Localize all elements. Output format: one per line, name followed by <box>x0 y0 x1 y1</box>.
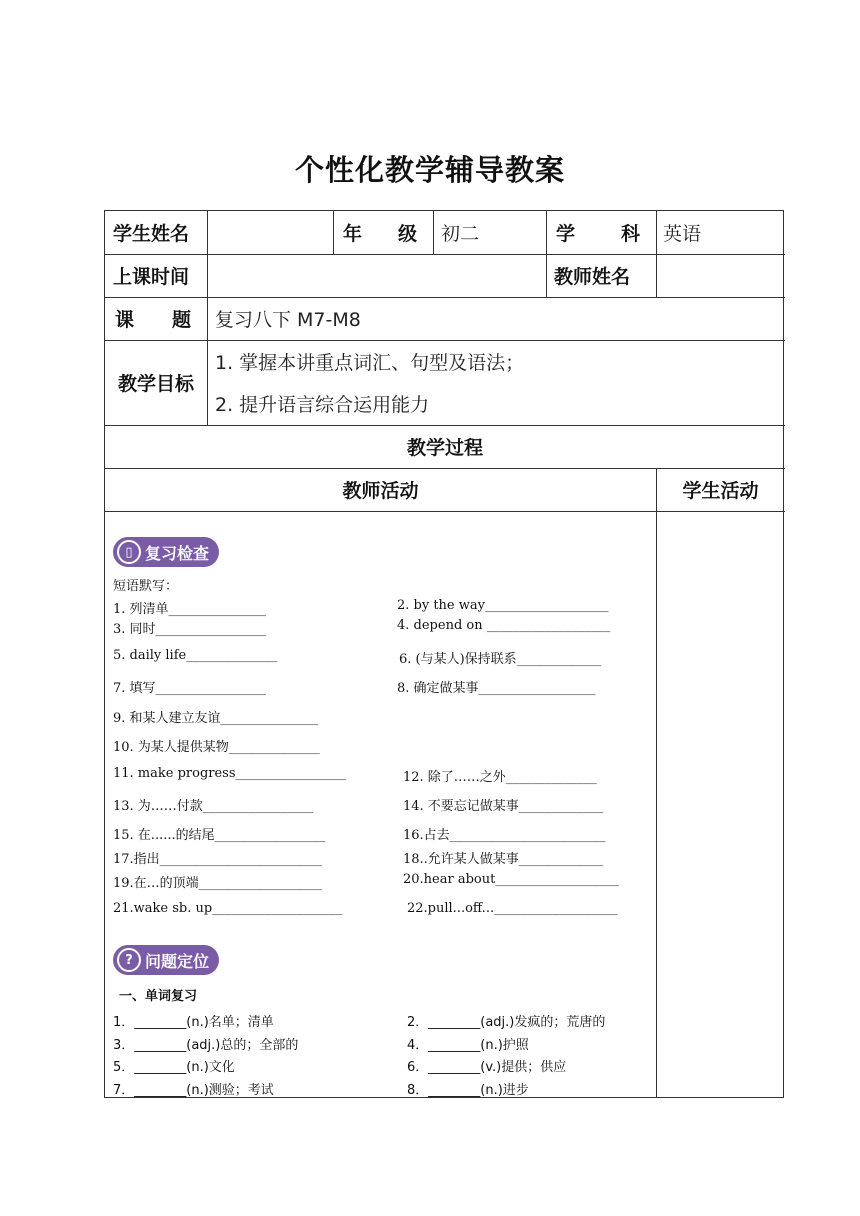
review-item: 18..允许某人做某事_____________ <box>403 852 604 867</box>
teacher-name-value <box>663 254 783 297</box>
review-item: 16.占去________________________ <box>403 828 606 843</box>
vocab-item: 6．________(v.)提供；供应 <box>407 1060 567 1075</box>
section-heading: 一、单词复习 <box>119 989 198 1004</box>
subject-value: 英语 <box>663 223 702 245</box>
review-item: 5. daily life______________ <box>113 648 278 663</box>
goal-1: 1. 掌握本讲重点词汇、句型及语法； <box>215 351 525 374</box>
review-item: 17.指出_________________________ <box>113 852 323 867</box>
student-activity-header: 学生活动 <box>682 480 759 502</box>
review-intro: 短语默写： <box>113 579 179 594</box>
subject-label <box>546 211 656 254</box>
review-item: 3. 同时_________________ <box>113 622 267 637</box>
review-item: 11. make progress_________________ <box>113 766 347 781</box>
review-item: 20.hear about___________________ <box>403 872 619 887</box>
topic-label-a: 课 <box>115 309 135 331</box>
topic-label-b: 题 <box>171 309 191 331</box>
grade-label-a: 年 <box>343 223 363 245</box>
topic-value: 复习八下 M7-M8 <box>215 309 361 331</box>
problem-badge-label: 问题定位 <box>145 951 210 971</box>
grade-label-b: 级 <box>397 223 417 245</box>
subject-label-a: 学 <box>556 223 576 245</box>
vocab-item: 1．________(n.)名单；清单 <box>113 1015 274 1030</box>
review-item: 14. 不要忘记做某事_____________ <box>403 799 604 814</box>
student-name-label: 学生姓名 <box>113 223 190 245</box>
teacher-activity-header: 教师活动 <box>342 480 419 502</box>
grade-value: 初二 <box>441 223 480 245</box>
goal-label: 教学目标 <box>117 373 194 395</box>
review-item: 21.wake sb. up____________________ <box>113 901 343 916</box>
problem-badge <box>113 945 219 975</box>
clipboard-icon: ▯ <box>117 540 141 564</box>
vocab-item: 8．________(n.)进步 <box>407 1083 529 1098</box>
vocab-item: 5．________(n.)文化 <box>113 1060 235 1075</box>
subject-label-b: 科 <box>620 223 640 245</box>
topic-label <box>105 297 207 340</box>
page-title: 个性化教学辅导教案 <box>294 153 565 187</box>
process-heading: 教学过程 <box>406 437 483 459</box>
review-badge-label: 复习检查 <box>145 543 210 563</box>
review-item: 7. 填写_________________ <box>113 681 267 696</box>
review-item: 8. 确定做某事__________________ <box>397 681 596 696</box>
vocab-item: 3．________(adj.)总的；全部的 <box>113 1038 299 1053</box>
review-item: 13. 为……付款_________________ <box>113 799 314 814</box>
teacher-name-label: 教师姓名 <box>554 266 631 288</box>
question-icon: ? <box>117 948 141 972</box>
vocab-item: 4．________(n.)护照 <box>407 1038 529 1053</box>
vocab-item: 7．________(n.)测验；考试 <box>113 1083 274 1098</box>
class-time-value <box>215 254 535 297</box>
review-item: 6. (与某人)保持联系_____________ <box>399 652 602 667</box>
grade-label <box>333 211 433 254</box>
review-item: 1. 列清单_______________ <box>113 602 267 617</box>
review-item: 15. 在......的结尾_________________ <box>113 828 326 843</box>
review-item: 2. by the way___________________ <box>397 598 609 613</box>
review-item: 12. 除了……之外______________ <box>403 770 597 785</box>
review-item: 9. 和某人建立友谊_______________ <box>113 711 319 726</box>
student-name-value <box>211 211 331 254</box>
vocab-item: 2．________(adj.)发疯的；荒唐的 <box>407 1015 606 1030</box>
review-badge <box>113 537 219 567</box>
lesson-table <box>104 210 784 1098</box>
review-item: 4. depend on ___________________ <box>397 618 611 633</box>
class-time-label: 上课时间 <box>113 266 190 288</box>
review-item: 10. 为某人提供某物______________ <box>113 740 320 755</box>
review-item: 22.pull...off...___________________ <box>407 901 618 916</box>
review-item: 19.在…的顶端___________________ <box>113 876 323 891</box>
goal-2: 2. 提升语言综合运用能力 <box>215 393 430 416</box>
